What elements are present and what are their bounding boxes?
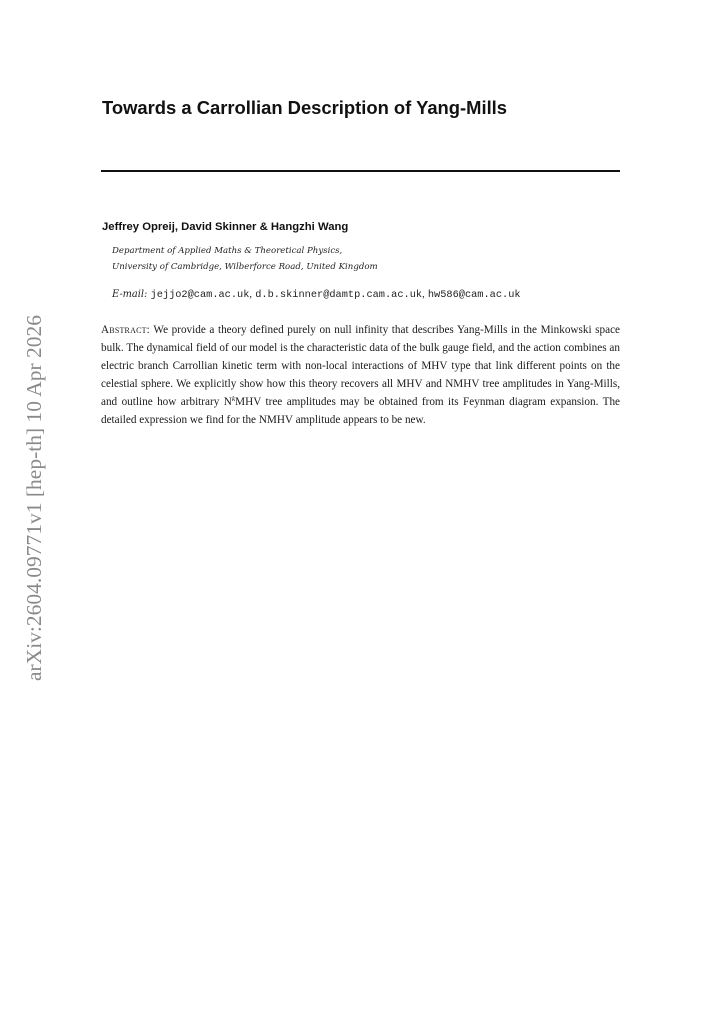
arxiv-identifier-stamp: arXiv:2604.09771v1 [hep-th] 10 Apr 2026 bbox=[22, 314, 46, 682]
email-line bbox=[112, 289, 521, 301]
abstract-text-part-1: We provide a theory defined purely on null infinity that describes Yang-Mills in the Minkowski space bulk. The dynamical field of our model is the characteristic data of the bulk gauge field, and the action combines an electric branch Carrollian kinetic term with non-local interactions of MHV type that link different points on the celestial sphere. We explicitly show how this theory recovers all MHV and NMHV tree amplitudes in Yang-Mills, and outline how arbitrary N bbox=[101, 324, 620, 409]
email-label: E-mail: bbox=[112, 289, 148, 300]
affiliation-line-2: University of Cambridge, Wilberforce Road, United Kingdom bbox=[112, 261, 378, 272]
abstract bbox=[101, 321, 620, 430]
abstract-superscript: k bbox=[231, 394, 236, 404]
paper-title: Towards a Carrollian Description of Yang-Mills bbox=[102, 97, 508, 118]
author-list: Jeffrey Opreij, David Skinner & Hangzhi Wang bbox=[102, 221, 349, 233]
email-separator: , bbox=[249, 289, 253, 300]
email-address-1[interactable]: jejjo2@cam.ac.uk bbox=[150, 289, 250, 301]
affiliation bbox=[112, 244, 378, 275]
abstract-text-part-2: MHV tree amplitudes may be obtained from its Feynman diagram expansion. The detailed expression we find for the NMHV amplitude appears to be new. bbox=[101, 396, 621, 427]
affiliation-line-1: Department of Applied Maths & Theoretical Physics, bbox=[112, 246, 343, 256]
title-rule bbox=[101, 170, 620, 172]
email-address-2[interactable]: d.b.skinner@damtp.cam.ac.uk bbox=[255, 289, 423, 301]
email-address-3[interactable]: hw586@cam.ac.uk bbox=[427, 289, 521, 301]
abstract-heading: Abstract: bbox=[101, 324, 150, 336]
email-separator: , bbox=[422, 289, 425, 300]
